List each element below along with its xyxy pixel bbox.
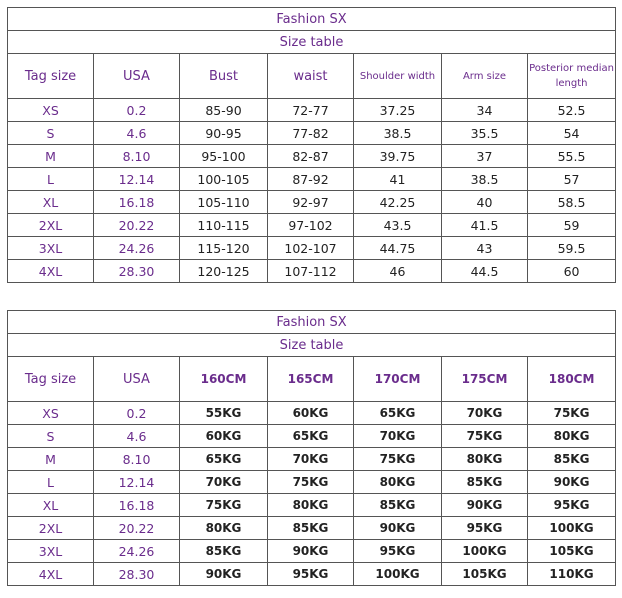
weight-cell: 95KG (268, 563, 354, 586)
weight-cell: 70KG (442, 402, 528, 425)
arm-cell: 37 (442, 145, 528, 168)
usa-cell: 16.18 (94, 191, 180, 214)
arm-cell: 40 (442, 191, 528, 214)
weight-cell: 65KG (180, 448, 268, 471)
length-cell: 54 (528, 122, 616, 145)
weight-cell: 100KG (442, 540, 528, 563)
weight-cell: 90KG (442, 494, 528, 517)
header-shoulder-width: Shoulder width (354, 54, 442, 99)
header-row (8, 54, 616, 99)
usa-cell: 16.18 (94, 494, 180, 517)
usa-cell: 0.2 (94, 99, 180, 122)
table-row (8, 191, 616, 214)
weight-cell: 80KG (268, 494, 354, 517)
shoulder-cell: 46 (354, 260, 442, 283)
table-row (8, 540, 616, 563)
weight-cell: 110KG (528, 563, 616, 586)
shoulder-cell: 41 (354, 168, 442, 191)
arm-cell: 34 (442, 99, 528, 122)
table-subtitle: Size table (8, 31, 616, 54)
length-cell: 57 (528, 168, 616, 191)
usa-cell: 24.26 (94, 540, 180, 563)
table-row (8, 563, 616, 586)
usa-cell: 20.22 (94, 517, 180, 540)
shoulder-cell: 38.5 (354, 122, 442, 145)
header-height-175: 175CM (442, 357, 528, 402)
table-row (8, 214, 616, 237)
weight-cell: 65KG (268, 425, 354, 448)
tag-size-cell: M (8, 145, 94, 168)
waist-cell: 72-77 (268, 99, 354, 122)
header-height-180: 180CM (528, 357, 616, 402)
header-tag-size: Tag size (8, 357, 94, 402)
length-cell: 58.5 (528, 191, 616, 214)
usa-cell: 12.14 (94, 471, 180, 494)
length-cell: 52.5 (528, 99, 616, 122)
tag-size-cell: 2XL (8, 214, 94, 237)
bust-cell: 110-115 (180, 214, 268, 237)
weight-cell: 75KG (528, 402, 616, 425)
waist-cell: 82-87 (268, 145, 354, 168)
usa-cell: 24.26 (94, 237, 180, 260)
weight-cell: 65KG (354, 402, 442, 425)
weight-cell: 85KG (442, 471, 528, 494)
tag-size-cell: XS (8, 402, 94, 425)
tag-size-cell: S (8, 122, 94, 145)
arm-cell: 35.5 (442, 122, 528, 145)
table-row (8, 260, 616, 283)
shoulder-cell: 42.25 (354, 191, 442, 214)
header-posterior-length: Posterior median length (528, 54, 616, 99)
usa-cell: 4.6 (94, 425, 180, 448)
header-height-165: 165CM (268, 357, 354, 402)
arm-cell: 43 (442, 237, 528, 260)
arm-cell: 38.5 (442, 168, 528, 191)
weight-cell: 90KG (268, 540, 354, 563)
weight-cell: 95KG (442, 517, 528, 540)
tag-size-cell: 2XL (8, 517, 94, 540)
tag-size-cell: L (8, 471, 94, 494)
weight-cell: 100KG (354, 563, 442, 586)
bust-cell: 95-100 (180, 145, 268, 168)
usa-cell: 28.30 (94, 563, 180, 586)
usa-cell: 4.6 (94, 122, 180, 145)
weight-cell: 80KG (528, 425, 616, 448)
weight-cell: 75KG (268, 471, 354, 494)
length-cell: 55.5 (528, 145, 616, 168)
tag-size-cell: M (8, 448, 94, 471)
weight-cell: 85KG (528, 448, 616, 471)
weight-cell: 100KG (528, 517, 616, 540)
waist-cell: 102-107 (268, 237, 354, 260)
tag-size-cell: XL (8, 191, 94, 214)
weight-cell: 55KG (180, 402, 268, 425)
header-row (8, 357, 616, 402)
table-row (8, 425, 616, 448)
bust-cell: 90-95 (180, 122, 268, 145)
weight-cell: 95KG (354, 540, 442, 563)
weight-cell: 80KG (442, 448, 528, 471)
bust-cell: 115-120 (180, 237, 268, 260)
tag-size-cell: 4XL (8, 563, 94, 586)
weight-cell: 70KG (354, 425, 442, 448)
weight-cell: 80KG (354, 471, 442, 494)
header-height-170: 170CM (354, 357, 442, 402)
arm-cell: 41.5 (442, 214, 528, 237)
table-row (8, 168, 616, 191)
tag-size-cell: 3XL (8, 540, 94, 563)
arm-cell: 44.5 (442, 260, 528, 283)
weight-cell: 60KG (268, 402, 354, 425)
weight-cell: 80KG (180, 517, 268, 540)
table-row (8, 122, 616, 145)
table-row (8, 494, 616, 517)
usa-cell: 20.22 (94, 214, 180, 237)
size-measurement-table (7, 7, 616, 283)
length-cell: 59 (528, 214, 616, 237)
header-arm-size: Arm size (442, 54, 528, 99)
length-cell: 59.5 (528, 237, 616, 260)
weight-cell: 85KG (354, 494, 442, 517)
bust-cell: 120-125 (180, 260, 268, 283)
usa-cell: 28.30 (94, 260, 180, 283)
table-row (8, 471, 616, 494)
tag-size-cell: 3XL (8, 237, 94, 260)
waist-cell: 97-102 (268, 214, 354, 237)
weight-cell: 75KG (442, 425, 528, 448)
header-usa: USA (94, 357, 180, 402)
table-row (8, 145, 616, 168)
header-bust: Bust (180, 54, 268, 99)
weight-cell: 90KG (180, 563, 268, 586)
header-usa: USA (94, 54, 180, 99)
usa-cell: 8.10 (94, 145, 180, 168)
header-waist: waist (268, 54, 354, 99)
tag-size-cell: L (8, 168, 94, 191)
usa-cell: 12.14 (94, 168, 180, 191)
bust-cell: 105-110 (180, 191, 268, 214)
bust-cell: 100-105 (180, 168, 268, 191)
shoulder-cell: 44.75 (354, 237, 442, 260)
table-row (8, 517, 616, 540)
waist-cell: 92-97 (268, 191, 354, 214)
table-title: Fashion SX (8, 8, 616, 31)
waist-cell: 107-112 (268, 260, 354, 283)
shoulder-cell: 39.75 (354, 145, 442, 168)
weight-cell: 60KG (180, 425, 268, 448)
table-row (8, 99, 616, 122)
waist-cell: 77-82 (268, 122, 354, 145)
weight-cell: 75KG (180, 494, 268, 517)
weight-cell: 95KG (528, 494, 616, 517)
weight-cell: 70KG (180, 471, 268, 494)
weight-cell: 75KG (354, 448, 442, 471)
tag-size-cell: XS (8, 99, 94, 122)
height-weight-table (7, 310, 616, 586)
weight-cell: 105KG (442, 563, 528, 586)
shoulder-cell: 37.25 (354, 99, 442, 122)
tag-size-cell: XL (8, 494, 94, 517)
weight-cell: 85KG (180, 540, 268, 563)
table-row (8, 237, 616, 260)
weight-cell: 70KG (268, 448, 354, 471)
usa-cell: 8.10 (94, 448, 180, 471)
table-title: Fashion SX (8, 311, 616, 334)
tag-size-cell: 4XL (8, 260, 94, 283)
header-tag-size: Tag size (8, 54, 94, 99)
table-row (8, 448, 616, 471)
table-row (8, 402, 616, 425)
bust-cell: 85-90 (180, 99, 268, 122)
shoulder-cell: 43.5 (354, 214, 442, 237)
tag-size-cell: S (8, 425, 94, 448)
weight-cell: 105KG (528, 540, 616, 563)
weight-cell: 90KG (528, 471, 616, 494)
weight-cell: 85KG (268, 517, 354, 540)
length-cell: 60 (528, 260, 616, 283)
waist-cell: 87-92 (268, 168, 354, 191)
header-height-160: 160CM (180, 357, 268, 402)
usa-cell: 0.2 (94, 402, 180, 425)
weight-cell: 90KG (354, 517, 442, 540)
table-subtitle: Size table (8, 334, 616, 357)
